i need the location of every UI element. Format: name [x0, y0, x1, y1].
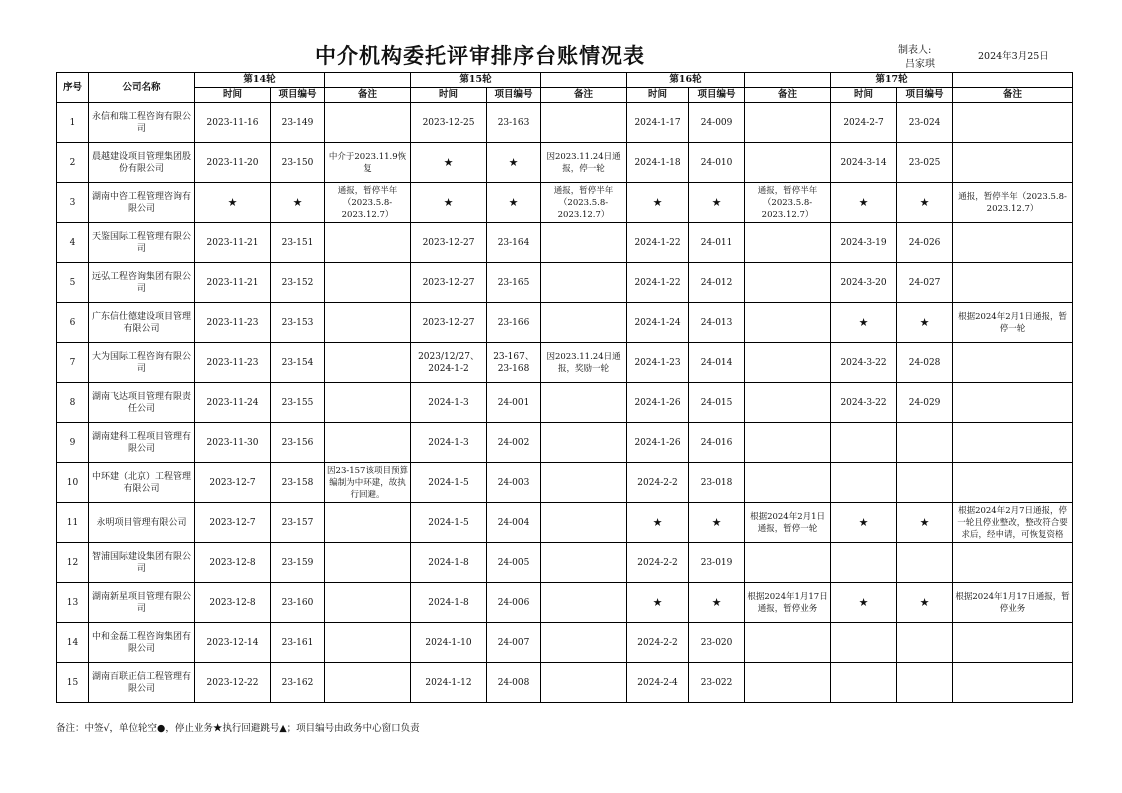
header-round-16: 第16轮	[627, 73, 745, 88]
project-no-cell: 23-167、23-168	[487, 343, 541, 383]
seq-cell: 4	[57, 223, 89, 263]
project-no-cell: 23-166	[487, 303, 541, 343]
time-cell: 2024-1-26	[627, 423, 689, 463]
header-time: 时间	[195, 88, 271, 103]
project-no-cell: 24-008	[487, 663, 541, 703]
project-no-cell: 23-165	[487, 263, 541, 303]
table-row	[57, 503, 1073, 543]
time-cell: 2023-12-7	[195, 503, 271, 543]
header-round-17: 第17轮	[831, 73, 953, 88]
seq-cell: 9	[57, 423, 89, 463]
header-round-14-blank	[325, 73, 411, 88]
project-no-cell	[897, 543, 953, 583]
project-no-cell: 23-025	[897, 143, 953, 183]
time-cell: 2024-2-7	[831, 103, 897, 143]
remark-cell	[325, 103, 411, 143]
remark-cell: 根据2024年2月7日通报，停一轮且停业整改，整改符合要求后，经申请，可恢复资格	[953, 503, 1073, 543]
table-row	[57, 583, 1073, 623]
project-no-cell: 23-150	[271, 143, 325, 183]
time-cell	[831, 463, 897, 503]
time-cell: ★	[627, 583, 689, 623]
company-cell: 中环建（北京）工程管理有限公司	[89, 463, 195, 503]
table-row	[57, 623, 1073, 663]
remark-cell	[541, 303, 627, 343]
remark-cell	[953, 103, 1073, 143]
remark-cell	[745, 543, 831, 583]
time-cell	[831, 623, 897, 663]
time-cell: 2023-12-27	[411, 223, 487, 263]
time-cell	[831, 423, 897, 463]
time-cell: 2024-1-18	[627, 143, 689, 183]
header-round-16-blank	[745, 73, 831, 88]
table-row	[57, 263, 1073, 303]
time-cell: ★	[627, 183, 689, 223]
project-no-cell: 23-018	[689, 463, 745, 503]
table-row	[57, 663, 1073, 703]
seq-cell: 5	[57, 263, 89, 303]
remark-cell	[325, 223, 411, 263]
remark-cell	[953, 263, 1073, 303]
project-no-cell: 23-149	[271, 103, 325, 143]
time-cell: ★	[831, 303, 897, 343]
company-cell: 湖南飞达项目管理有限责任公司	[89, 383, 195, 423]
remark-cell: 通报，暂停半年（2023.5.8-2023.12.7）	[953, 183, 1073, 223]
project-no-cell: ★	[689, 183, 745, 223]
seq-cell: 2	[57, 143, 89, 183]
project-no-cell: 23-162	[271, 663, 325, 703]
company-cell: 智浦国际建设集团有限公司	[89, 543, 195, 583]
project-no-cell: ★	[689, 583, 745, 623]
time-cell: 2024-1-22	[627, 263, 689, 303]
time-cell: ★	[411, 143, 487, 183]
time-cell: 2024-3-22	[831, 383, 897, 423]
remark-cell	[745, 103, 831, 143]
remark-cell: 通报，暂停半年（2023.5.8-2023.12.7）	[325, 183, 411, 223]
remark-cell: 根据2024年1月17日通报，暂停业务	[745, 583, 831, 623]
remark-cell	[953, 663, 1073, 703]
remark-cell	[325, 583, 411, 623]
seq-cell: 11	[57, 503, 89, 543]
time-cell: 2024-3-19	[831, 223, 897, 263]
project-no-cell: 23-019	[689, 543, 745, 583]
remark-cell	[745, 343, 831, 383]
remark-cell	[953, 343, 1073, 383]
seq-cell: 15	[57, 663, 89, 703]
seq-cell: 13	[57, 583, 89, 623]
table-row	[57, 303, 1073, 343]
remark-cell	[745, 303, 831, 343]
remark-cell	[745, 663, 831, 703]
time-cell	[831, 543, 897, 583]
time-cell: ★	[831, 503, 897, 543]
header-time: 时间	[627, 88, 689, 103]
remark-cell	[953, 383, 1073, 423]
header-time: 时间	[411, 88, 487, 103]
table-row	[57, 423, 1073, 463]
remark-cell	[745, 463, 831, 503]
remark-cell	[745, 223, 831, 263]
project-no-cell: ★	[897, 583, 953, 623]
time-cell: 2024-1-17	[627, 103, 689, 143]
table-row	[57, 103, 1073, 143]
company-cell: 湖南百联正信工程管理有限公司	[89, 663, 195, 703]
time-cell: 2024-3-20	[831, 263, 897, 303]
remark-cell: 通报，暂停半年（2023.5.8-2023.12.7）	[745, 183, 831, 223]
project-no-cell: ★	[487, 143, 541, 183]
project-no-cell: 24-016	[689, 423, 745, 463]
time-cell: 2024-1-8	[411, 583, 487, 623]
page-title: 中介机构委托评审排序台账情况表	[315, 44, 645, 68]
remark-cell	[953, 543, 1073, 583]
time-cell: 2023-12-8	[195, 543, 271, 583]
remark-cell: 因2023.11.24日通报，停一轮	[541, 143, 627, 183]
time-cell: 2024-1-5	[411, 463, 487, 503]
remark-cell	[325, 343, 411, 383]
ledger-table	[56, 72, 1073, 703]
report-date: 2024年3月25日	[978, 51, 1049, 62]
time-cell: 2023-12-27	[411, 303, 487, 343]
time-cell: 2023-11-23	[195, 303, 271, 343]
project-no-cell: 23-155	[271, 383, 325, 423]
project-no-cell: 23-156	[271, 423, 325, 463]
project-no-cell: ★	[897, 503, 953, 543]
time-cell: 2023-12-8	[195, 583, 271, 623]
remark-cell: 因23-157该项目预算编制为中环建，故执行回避。	[325, 463, 411, 503]
remark-cell	[953, 423, 1073, 463]
time-cell: 2024-1-24	[627, 303, 689, 343]
table-row	[57, 383, 1073, 423]
company-cell: 远弘工程咨询集团有限公司	[89, 263, 195, 303]
remark-cell	[325, 263, 411, 303]
remark-cell	[953, 223, 1073, 263]
company-cell: 湖南中咨工程管理咨询有限公司	[89, 183, 195, 223]
remark-cell	[325, 663, 411, 703]
seq-cell: 8	[57, 383, 89, 423]
seq-cell: 7	[57, 343, 89, 383]
time-cell: 2023/12/27、2024-1-2	[411, 343, 487, 383]
time-cell: ★	[831, 183, 897, 223]
project-no-cell: 24-028	[897, 343, 953, 383]
header-company: 公司名称	[89, 73, 195, 103]
project-no-cell: 24-002	[487, 423, 541, 463]
remark-cell	[325, 543, 411, 583]
remark-cell: 根据2024年2月1日通报，暂停一轮	[745, 503, 831, 543]
remark-cell	[541, 263, 627, 303]
remark-cell	[541, 663, 627, 703]
project-no-cell: 24-026	[897, 223, 953, 263]
project-no-cell: ★	[897, 303, 953, 343]
time-cell: 2023-11-30	[195, 423, 271, 463]
remark-cell	[325, 503, 411, 543]
project-no-cell: 24-009	[689, 103, 745, 143]
remark-cell	[745, 263, 831, 303]
project-no-cell: ★	[897, 183, 953, 223]
time-cell: 2023-11-23	[195, 343, 271, 383]
remark-cell	[745, 423, 831, 463]
remark-cell	[541, 383, 627, 423]
time-cell: ★	[831, 583, 897, 623]
remark-cell	[541, 223, 627, 263]
seq-cell: 1	[57, 103, 89, 143]
project-no-cell	[897, 423, 953, 463]
project-no-cell: 24-027	[897, 263, 953, 303]
time-cell: 2024-2-2	[627, 543, 689, 583]
time-cell: 2023-12-27	[411, 263, 487, 303]
header-round-15: 第15轮	[411, 73, 541, 88]
remark-cell	[953, 623, 1073, 663]
header-project-no: 项目编号	[271, 88, 325, 103]
remark-cell	[325, 423, 411, 463]
seq-cell: 3	[57, 183, 89, 223]
remark-cell	[541, 503, 627, 543]
project-no-cell: 23-158	[271, 463, 325, 503]
project-no-cell: 24-010	[689, 143, 745, 183]
company-cell: 广东信仕德建设项目管理有限公司	[89, 303, 195, 343]
project-no-cell: 23-020	[689, 623, 745, 663]
project-no-cell: ★	[689, 503, 745, 543]
time-cell: 2023-11-21	[195, 223, 271, 263]
project-no-cell: 24-014	[689, 343, 745, 383]
ledger-body	[57, 103, 1073, 703]
project-no-cell: 24-011	[689, 223, 745, 263]
remark-cell: 中介于2023.11.9恢复	[325, 143, 411, 183]
remark-cell	[745, 143, 831, 183]
maker-label: 制表人:	[898, 45, 932, 56]
seq-cell: 12	[57, 543, 89, 583]
project-no-cell: 24-013	[689, 303, 745, 343]
time-cell: ★	[195, 183, 271, 223]
project-no-cell: 23-157	[271, 503, 325, 543]
time-cell: 2024-1-22	[627, 223, 689, 263]
company-cell: 天鉴国际工程管理有限公司	[89, 223, 195, 263]
company-cell: 湖南新星项目管理有限公司	[89, 583, 195, 623]
project-no-cell: 23-022	[689, 663, 745, 703]
time-cell: 2023-12-7	[195, 463, 271, 503]
header-remark: 备注	[953, 88, 1073, 103]
header-remark: 备注	[745, 88, 831, 103]
time-cell: 2024-1-5	[411, 503, 487, 543]
time-cell: ★	[411, 183, 487, 223]
time-cell: 2024-2-4	[627, 663, 689, 703]
project-no-cell	[897, 623, 953, 663]
project-no-cell: ★	[487, 183, 541, 223]
company-cell: 中和金磊工程咨询集团有限公司	[89, 623, 195, 663]
header-seq: 序号	[57, 73, 89, 103]
remark-cell	[541, 623, 627, 663]
time-cell: 2023-12-22	[195, 663, 271, 703]
project-no-cell	[897, 663, 953, 703]
remark-cell	[325, 383, 411, 423]
time-cell: 2024-1-12	[411, 663, 487, 703]
project-no-cell: 23-151	[271, 223, 325, 263]
project-no-cell: 24-006	[487, 583, 541, 623]
time-cell: 2024-1-26	[627, 383, 689, 423]
table-row	[57, 183, 1073, 223]
table-row	[57, 143, 1073, 183]
header-project-no: 项目编号	[897, 88, 953, 103]
time-cell: 2023-11-20	[195, 143, 271, 183]
project-no-cell: 24-007	[487, 623, 541, 663]
table-row	[57, 223, 1073, 263]
time-cell: 2024-1-10	[411, 623, 487, 663]
project-no-cell: 24-029	[897, 383, 953, 423]
project-no-cell: 24-015	[689, 383, 745, 423]
project-no-cell: 23-160	[271, 583, 325, 623]
table-row	[57, 343, 1073, 383]
time-cell: 2024-1-8	[411, 543, 487, 583]
project-no-cell: 24-003	[487, 463, 541, 503]
project-no-cell: 24-001	[487, 383, 541, 423]
footer-note: 备注：中签√，单位轮空●，停止业务★执行回避跳号▲；项目编号由政务中心窗口负责	[56, 723, 420, 734]
remark-cell: 根据2024年1月17日通报，暂停业务	[953, 583, 1073, 623]
project-no-cell: 23-154	[271, 343, 325, 383]
seq-cell: 14	[57, 623, 89, 663]
table-row	[57, 463, 1073, 503]
header-project-no: 项目编号	[487, 88, 541, 103]
remark-cell: 通报，暂停半年（2023.5.8-2023.12.7）	[541, 183, 627, 223]
seq-cell: 6	[57, 303, 89, 343]
remark-cell: 因2023.11.24日通报，奖励一轮	[541, 343, 627, 383]
header-remark: 备注	[325, 88, 411, 103]
header-round-15-blank	[541, 73, 627, 88]
project-no-cell: 24-012	[689, 263, 745, 303]
time-cell: ★	[627, 503, 689, 543]
company-cell: 晨越建设项目管理集团股份有限公司	[89, 143, 195, 183]
project-no-cell: 23-153	[271, 303, 325, 343]
remark-cell	[325, 303, 411, 343]
time-cell: 2024-1-3	[411, 423, 487, 463]
remark-cell: 根据2024年2月1日通报，暂停一轮	[953, 303, 1073, 343]
time-cell: 2024-3-14	[831, 143, 897, 183]
project-no-cell: 23-164	[487, 223, 541, 263]
header-remark: 备注	[541, 88, 627, 103]
time-cell: 2023-12-25	[411, 103, 487, 143]
remark-cell	[953, 143, 1073, 183]
remark-cell	[541, 583, 627, 623]
time-cell: 2024-1-3	[411, 383, 487, 423]
time-cell: 2023-12-14	[195, 623, 271, 663]
remark-cell	[745, 623, 831, 663]
header-project-no: 项目编号	[689, 88, 745, 103]
project-no-cell: 23-163	[487, 103, 541, 143]
table-row	[57, 543, 1073, 583]
company-cell: 永明项目管理有限公司	[89, 503, 195, 543]
maker-name: 吕家琪	[905, 59, 935, 70]
remark-cell	[325, 623, 411, 663]
company-cell: 湖南建科工程项目管理有限公司	[89, 423, 195, 463]
time-cell: 2024-2-2	[627, 623, 689, 663]
project-no-cell: 23-152	[271, 263, 325, 303]
time-cell	[831, 663, 897, 703]
time-cell: 2024-1-23	[627, 343, 689, 383]
project-no-cell: 23-024	[897, 103, 953, 143]
project-no-cell: ★	[271, 183, 325, 223]
seq-cell: 10	[57, 463, 89, 503]
header-round-17-blank	[953, 73, 1073, 88]
remark-cell	[541, 103, 627, 143]
remark-cell	[541, 423, 627, 463]
header-round-14: 第14轮	[195, 73, 325, 88]
company-cell: 大为国际工程咨询有限公司	[89, 343, 195, 383]
project-no-cell	[897, 463, 953, 503]
project-no-cell: 24-005	[487, 543, 541, 583]
time-cell: 2024-2-2	[627, 463, 689, 503]
header-time: 时间	[831, 88, 897, 103]
project-no-cell: 24-004	[487, 503, 541, 543]
time-cell: 2023-11-24	[195, 383, 271, 423]
project-no-cell: 23-161	[271, 623, 325, 663]
time-cell: 2023-11-21	[195, 263, 271, 303]
remark-cell	[541, 543, 627, 583]
time-cell: 2024-3-22	[831, 343, 897, 383]
remark-cell	[745, 383, 831, 423]
time-cell: 2023-11-16	[195, 103, 271, 143]
project-no-cell: 23-159	[271, 543, 325, 583]
remark-cell	[953, 463, 1073, 503]
remark-cell	[541, 463, 627, 503]
company-cell: 永信和瑞工程咨询有限公司	[89, 103, 195, 143]
